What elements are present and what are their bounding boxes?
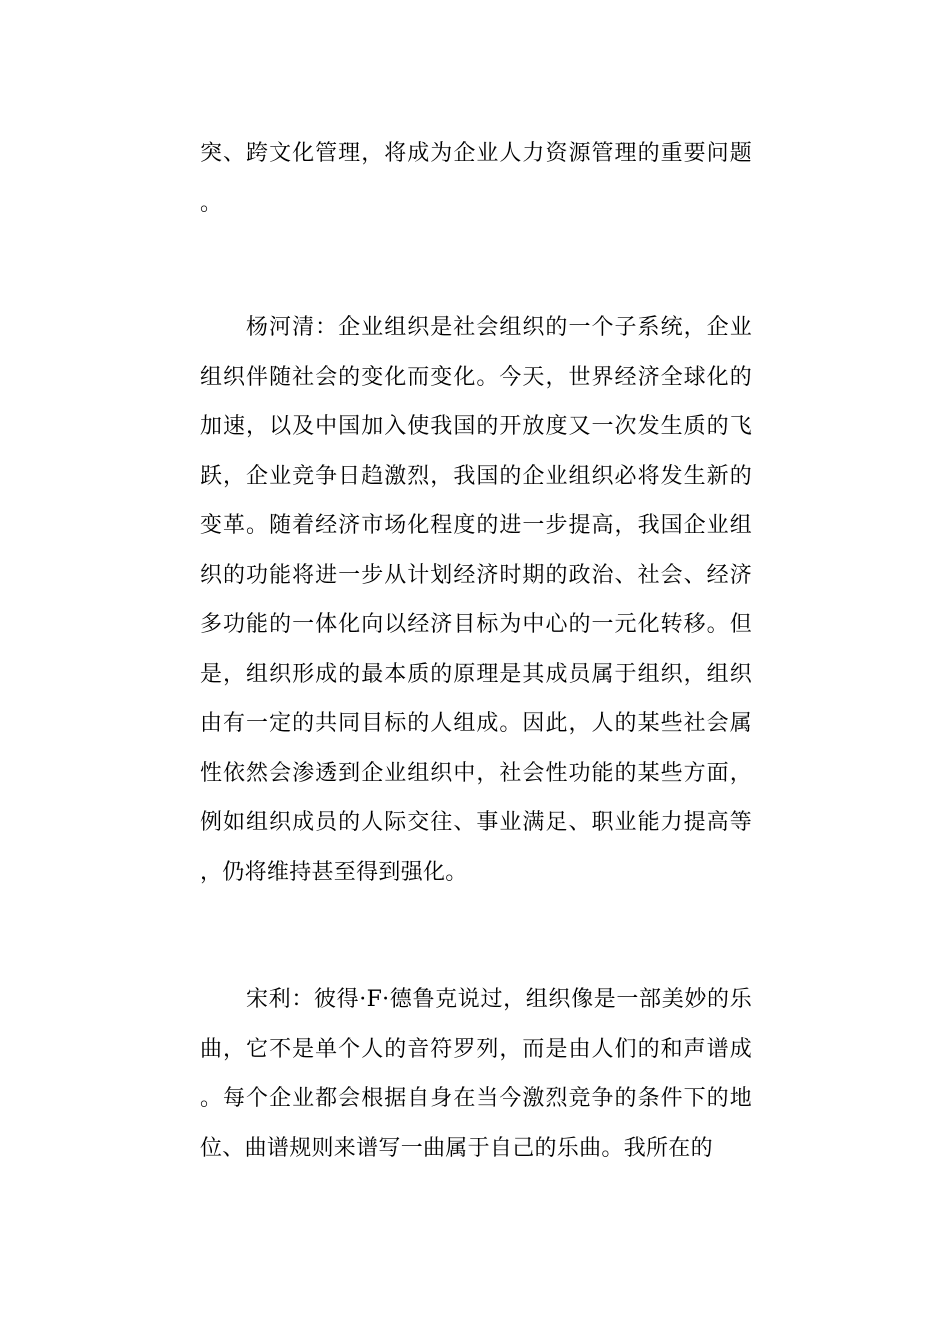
paragraph-continuation: 突、跨文化管理，将成为企业人力资源管理的重要问题。: [200, 141, 752, 216]
paragraph-song-li: 宋利：彼得·F·德鲁克说过，组织像是一部美妙的乐曲，它不是单个人的音符罗列，而是由人们的和声谱成。每个企业都会根据自身在当今激烈竞争的条件下的地位、曲谱规则来谱写一曲属于自己的乐曲。我所在的: [200, 987, 752, 1161]
paragraph-yang-heqing: 杨河清：企业组织是社会组织的一个子系统，企业组织伴随社会的变化而变化。今天，世界经济全球化的加速，以及中国加入使我国的开放度又一次发生质的飞跃，企业竞争日趋激烈，我国的企业组织必将发生新的变革。随着经济市场化程度的进一步提高，我国企业组织的功能将进一步从计划经济时期的政治、社会、经济多功能的一体化向以经济目标为中心的一元化转移。但是，组织形成的最本质的原理是其成员属于组织，组织由有一定的共同目标的人组成。因此，人的某些社会属性依然会渗透到企业组织中，社会性功能的某些方面，例如组织成员的人际交往、事业满足、职业能力提高等，仍将维持甚至得到强化。: [200, 315, 752, 885]
